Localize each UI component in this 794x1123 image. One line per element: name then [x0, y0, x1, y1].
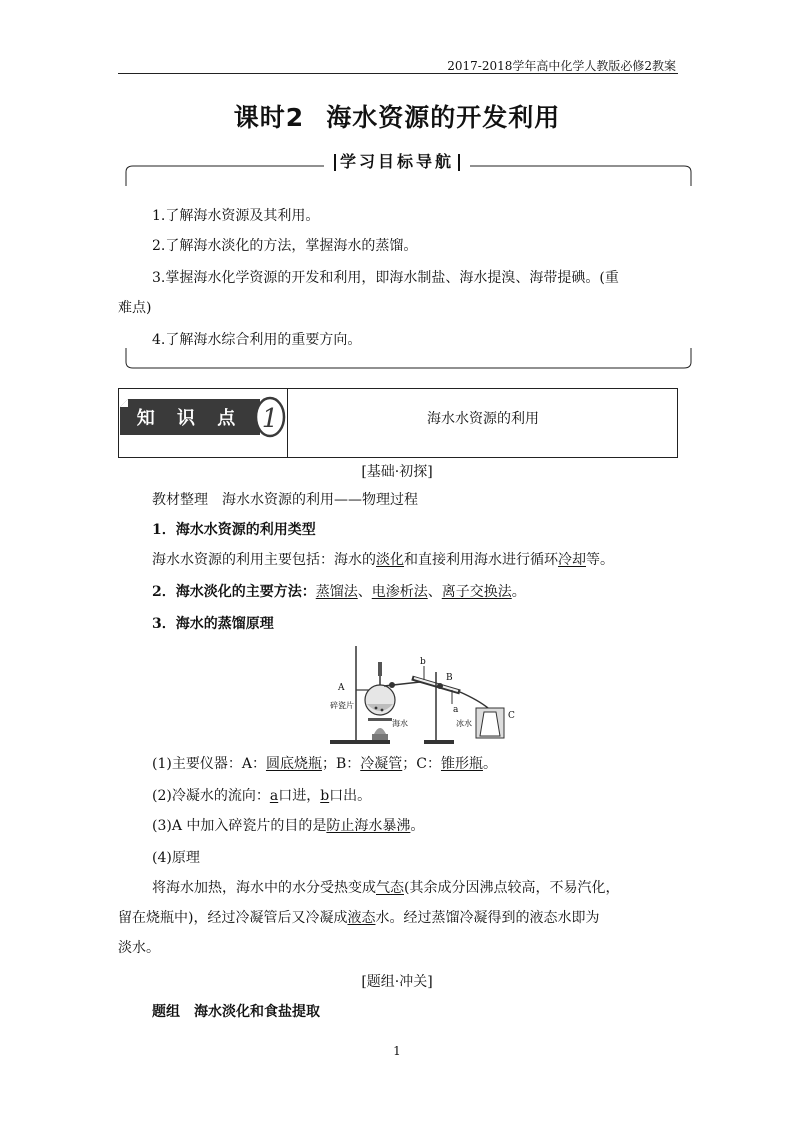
running-header: 2017-2018学年高中化学人教版必修2教案	[447, 59, 676, 73]
section-tag-basic: [基础·初探]	[361, 464, 433, 480]
material-heading: 教材整理 海水水资源的利用——物理过程	[152, 492, 418, 508]
page-title	[0, 98, 794, 134]
label-porcelain-chips: 碎瓷片	[330, 701, 354, 710]
answer-outlet: b	[320, 788, 330, 804]
goals-label	[0, 149, 794, 172]
answer-liquid: 液态	[347, 910, 376, 926]
list-item-water-flow: (2)冷凝水的流向：a口进，b口出。	[152, 788, 372, 804]
list-item-instruments: (1)主要仪器：A：圆底烧瓶；B：冷凝管；C：锥形瓶。	[152, 756, 497, 772]
lesson-topic: 海水资源的开发利用	[326, 103, 561, 132]
knowledge-point-label: 知 识 点	[136, 408, 244, 429]
answer-condenser: 冷凝管	[360, 756, 403, 772]
question-group-heading: 题组 海水淡化和食盐提取	[152, 1004, 320, 1020]
answer-electrodialysis: 电渗析法	[371, 584, 428, 600]
label-ice-water: 冰水	[456, 719, 472, 728]
answer-inlet: a	[269, 788, 279, 804]
answer-prevent-bumping: 防止海水暴沸	[326, 818, 411, 834]
goals-label-text: 学习目标导航	[339, 152, 454, 171]
answer-round-flask: 圆底烧瓶	[265, 756, 322, 772]
section-tag-practice: [题组·冲关]	[361, 974, 433, 990]
answer-desalination: 淡化	[376, 552, 404, 568]
answer-distillation: 蒸馏法	[315, 584, 358, 600]
answer-cooling: 冷却	[558, 552, 586, 568]
answer-gaseous: 气态	[376, 880, 404, 896]
label-C: C	[508, 711, 515, 721]
principle-line-1: 将海水加热，海水中的水分受热变成气态(其余成分因沸点较高，不易汽化，	[152, 880, 620, 896]
goal-item-1: 1.了解海水资源及其利用。	[152, 208, 320, 224]
list-item-principle: (4)原理	[152, 850, 200, 866]
knowledge-point-badge	[120, 395, 286, 439]
goal-item-3: 3.掌握海水化学资源的开发和利用，即海水制盐、海水提溴、海带提碘。(重	[152, 270, 619, 286]
answer-conical-flask: 锥形瓶	[440, 756, 483, 772]
label-b: b	[420, 657, 426, 667]
label-B: B	[446, 673, 453, 683]
answer-ion-exchange: 离子交换法	[441, 584, 512, 600]
paragraph-1: 海水水资源的利用主要包括：海水的淡化和直接利用海水进行循环冷却等。	[152, 552, 614, 568]
lesson-number: 课时2	[233, 103, 305, 132]
label-A: A	[338, 683, 345, 693]
knowledge-point-title: 海水水资源的利用	[427, 411, 539, 427]
principle-line-2: 留在烧瓶中)，经过冷凝管后又冷凝成液态水。经过蒸馏冷凝得到的液态水即为	[118, 910, 600, 926]
heading-2: 2．海水淡化的主要方法：蒸馏法、电渗析法、离子交换法。	[152, 584, 526, 600]
heading-1: 1．海水水资源的利用类型	[152, 522, 316, 538]
list-item-porcelain-purpose: (3)A 中加入碎瓷片的目的是防止海水暴沸。	[152, 818, 425, 834]
heading-3: 3．海水的蒸馏原理	[152, 616, 274, 632]
header-rule	[118, 73, 678, 74]
page-number: 1	[393, 1044, 401, 1058]
principle-line-3: 淡水。	[118, 940, 160, 956]
label-a: a	[453, 705, 459, 715]
label-seawater: 海水	[392, 719, 408, 728]
goal-item-4: 4.了解海水综合利用的重要方向。	[152, 332, 362, 348]
goal-item-2: 2.了解海水淡化的方法，掌握海水的蒸馏。	[152, 238, 418, 254]
knowledge-point-number: 1	[261, 404, 279, 434]
distillation-apparatus-diagram	[328, 642, 518, 746]
goal-item-3-cont: 难点)	[118, 300, 152, 316]
